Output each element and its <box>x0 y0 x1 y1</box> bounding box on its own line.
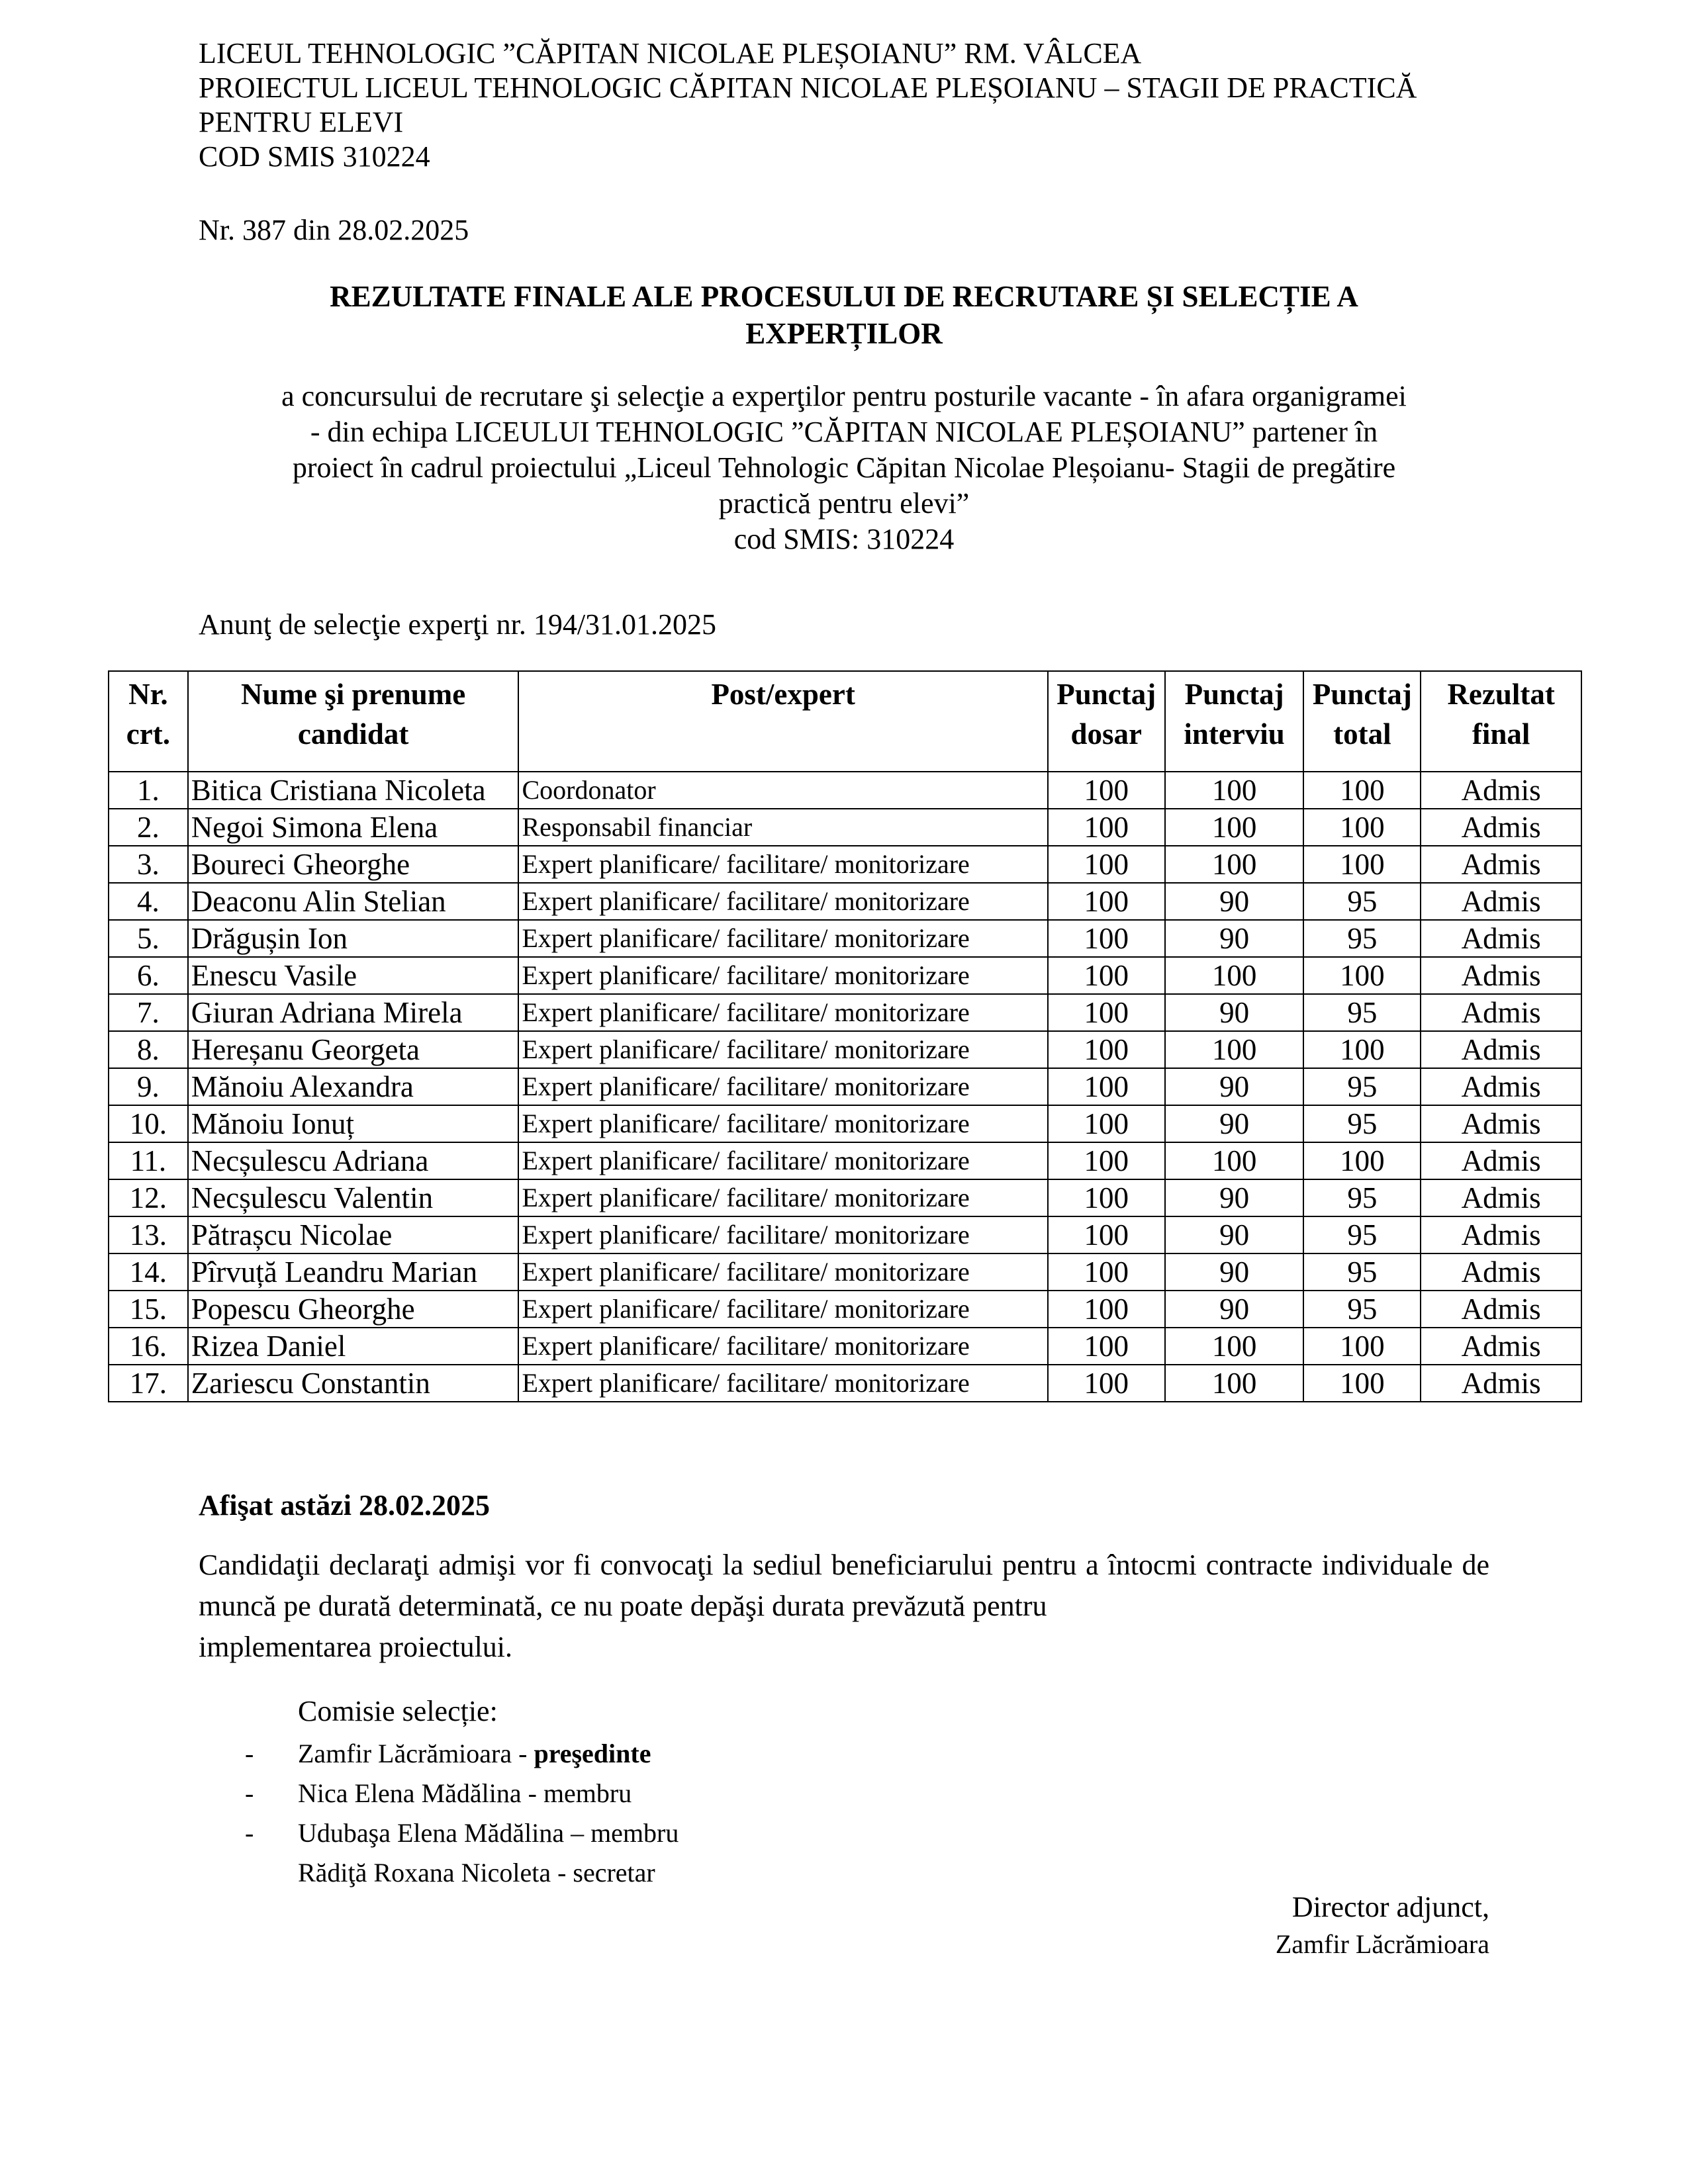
header-line-1: LICEUL TEHNOLOGIC ”CĂPITAN NICOLAE PLEȘOIANU” RM. VÂLCEA <box>199 37 1142 69</box>
commission-title: Comisie selecție: <box>298 1695 498 1727</box>
cell-punctaj-interviu: 90 <box>1165 1179 1304 1216</box>
cell-punctaj-total: 95 <box>1303 1216 1421 1253</box>
header-punctaj-interviu: Punctaj interviu <box>1165 671 1304 772</box>
cell-post: Expert planificare/ facilitare/ monitorizare <box>518 1179 1047 1216</box>
commission-member <box>245 1853 679 1893</box>
header-nume: Nume şi prenume candidat <box>188 671 519 772</box>
cell-nume: Bitica Cristiana Nicoleta <box>188 772 519 809</box>
cell-punctaj-interviu: 100 <box>1165 772 1304 809</box>
member-1: Nica Elena Mădălina - membru <box>298 1778 632 1808</box>
table-header-row <box>109 671 1581 772</box>
cell-punctaj-interviu: 90 <box>1165 1253 1304 1291</box>
intro-line-1: a concursului de recrutare şi selecţie a experţilor pentru posturile vacante - în afara organigramei <box>281 380 1407 412</box>
table-row <box>109 957 1581 994</box>
cell-punctaj-interviu: 100 <box>1165 846 1304 883</box>
cell-punctaj-total: 95 <box>1303 1291 1421 1328</box>
cell-nr: 12. <box>109 1179 188 1216</box>
header-line-3: PENTRU ELEVI <box>199 106 404 138</box>
table-row <box>109 809 1581 846</box>
commission-member: - Zamfir Lăcrămioara - preşedinte <box>245 1739 651 1768</box>
cell-nr: 6. <box>109 957 188 994</box>
cell-punctaj-dosar: 100 <box>1048 1216 1165 1253</box>
secretary: Rădiţă Roxana Nicoleta - secretar <box>298 1858 655 1888</box>
cell-rezultat: Admis <box>1421 1291 1581 1328</box>
cell-post: Expert planificare/ facilitare/ monitorizare <box>518 1031 1047 1068</box>
header-rezultat-final: Rezultat final <box>1421 671 1581 772</box>
title-line-2: EXPERȚILOR <box>745 317 943 350</box>
cell-nume: Hereșanu Georgeta <box>188 1031 519 1068</box>
table-row <box>109 1179 1581 1216</box>
cell-post: Expert planificare/ facilitare/ monitorizare <box>518 1142 1047 1179</box>
cell-nume: Boureci Gheorghe <box>188 846 519 883</box>
header-punctaj-dosar: Punctaj dosar <box>1048 671 1165 772</box>
document-header <box>199 36 1417 174</box>
cell-punctaj-dosar: 100 <box>1048 846 1165 883</box>
cell-rezultat: Admis <box>1421 957 1581 994</box>
cell-nume: Pîrvuță Leandru Marian <box>188 1253 519 1291</box>
cell-punctaj-dosar: 100 <box>1048 883 1165 920</box>
cell-punctaj-interviu: 90 <box>1165 1068 1304 1105</box>
cell-post: Coordonator <box>518 772 1047 809</box>
cell-punctaj-interviu: 90 <box>1165 1216 1304 1253</box>
note-line-1: Candidaţii declaraţi admişi vor fi convocaţi la sediul beneficiarului pentru a întocmi contracte <box>199 1549 1313 1581</box>
table-row <box>109 772 1581 809</box>
cell-punctaj-interviu: 100 <box>1165 809 1304 846</box>
cell-post: Expert planificare/ facilitare/ monitorizare <box>518 1105 1047 1142</box>
cell-punctaj-total: 100 <box>1303 809 1421 846</box>
cell-punctaj-total: 95 <box>1303 883 1421 920</box>
document-number: Nr. 387 din 28.02.2025 <box>199 214 469 246</box>
cell-nr: 11. <box>109 1142 188 1179</box>
cell-nr: 15. <box>109 1291 188 1328</box>
cell-punctaj-total: 95 <box>1303 994 1421 1031</box>
cell-punctaj-interviu: 90 <box>1165 994 1304 1031</box>
results-table <box>108 670 1582 1402</box>
document-title <box>199 278 1489 352</box>
cell-nr: 10. <box>109 1105 188 1142</box>
table-row <box>109 1291 1581 1328</box>
cell-nr: 13. <box>109 1216 188 1253</box>
cell-rezultat: Admis <box>1421 920 1581 957</box>
cell-nume: Popescu Gheorghe <box>188 1291 519 1328</box>
cell-nr: 1. <box>109 772 188 809</box>
cell-post: Expert planificare/ facilitare/ monitorizare <box>518 846 1047 883</box>
cell-punctaj-interviu: 90 <box>1165 920 1304 957</box>
cell-rezultat: Admis <box>1421 1253 1581 1291</box>
cell-rezultat: Admis <box>1421 1142 1581 1179</box>
intro-line-4: practică pentru elevi” <box>718 487 970 520</box>
cell-rezultat: Admis <box>1421 809 1581 846</box>
cell-punctaj-dosar: 100 <box>1048 809 1165 846</box>
cell-nume: Zariescu Constantin <box>188 1365 519 1402</box>
admission-note <box>199 1545 1489 1668</box>
cell-punctaj-total: 100 <box>1303 1031 1421 1068</box>
table-row <box>109 1142 1581 1179</box>
table-row <box>109 1365 1581 1402</box>
cell-rezultat: Admis <box>1421 1365 1581 1402</box>
cell-post: Expert planificare/ facilitare/ monitorizare <box>518 1291 1047 1328</box>
cell-punctaj-total: 100 <box>1303 772 1421 809</box>
cell-punctaj-total: 100 <box>1303 1142 1421 1179</box>
cell-nr: 9. <box>109 1068 188 1105</box>
cell-punctaj-dosar: 100 <box>1048 920 1165 957</box>
cell-rezultat: Admis <box>1421 883 1581 920</box>
president-role: preşedinte <box>534 1739 651 1768</box>
cell-post: Responsabil financiar <box>518 809 1047 846</box>
title-line-1: REZULTATE FINALE ALE PROCESULUI DE RECRUTARE ȘI SELECȚIE A <box>330 280 1358 313</box>
cell-rezultat: Admis <box>1421 1031 1581 1068</box>
cell-punctaj-dosar: 100 <box>1048 1253 1165 1291</box>
cell-rezultat: Admis <box>1421 1216 1581 1253</box>
cell-rezultat: Admis <box>1421 1179 1581 1216</box>
signature-name: Zamfir Lăcrămioara <box>1275 1929 1489 1959</box>
cell-post: Expert planificare/ facilitare/ monitorizare <box>518 1365 1047 1402</box>
cell-punctaj-interviu: 90 <box>1165 1291 1304 1328</box>
member-2: Udubaşa Elena Mădălina – membru <box>298 1818 679 1848</box>
table-row <box>109 1068 1581 1105</box>
header-nr: Nr. crt. <box>109 671 188 772</box>
header-line-4: COD SMIS 310224 <box>199 140 430 173</box>
cell-punctaj-total: 95 <box>1303 1253 1421 1291</box>
cell-punctaj-interviu: 100 <box>1165 1142 1304 1179</box>
cell-punctaj-total: 95 <box>1303 1105 1421 1142</box>
cell-punctaj-interviu: 100 <box>1165 1365 1304 1402</box>
commission-list <box>245 1734 679 1893</box>
cell-rezultat: Admis <box>1421 772 1581 809</box>
table-row <box>109 1328 1581 1365</box>
cell-rezultat: Admis <box>1421 1328 1581 1365</box>
table-row <box>109 1105 1581 1142</box>
cell-nr: 16. <box>109 1328 188 1365</box>
cell-punctaj-dosar: 100 <box>1048 957 1165 994</box>
cell-punctaj-dosar: 100 <box>1048 1365 1165 1402</box>
cell-nume: Drăgușin Ion <box>188 920 519 957</box>
cell-nr: 2. <box>109 809 188 846</box>
cell-post: Expert planificare/ facilitare/ monitorizare <box>518 920 1047 957</box>
cell-punctaj-dosar: 100 <box>1048 994 1165 1031</box>
cell-punctaj-interviu: 90 <box>1165 1105 1304 1142</box>
cell-nr: 14. <box>109 1253 188 1291</box>
cell-post: Expert planificare/ facilitare/ monitorizare <box>518 1253 1047 1291</box>
cell-punctaj-total: 100 <box>1303 1365 1421 1402</box>
cell-post: Expert planificare/ facilitare/ monitorizare <box>518 957 1047 994</box>
table-row <box>109 846 1581 883</box>
cell-rezultat: Admis <box>1421 994 1581 1031</box>
intro-line-5: cod SMIS: 310224 <box>733 523 955 555</box>
table-row <box>109 994 1581 1031</box>
signature-title: Director adjunct, <box>1291 1891 1489 1923</box>
cell-nr: 4. <box>109 883 188 920</box>
cell-punctaj-dosar: 100 <box>1048 1105 1165 1142</box>
cell-nume: Rizea Daniel <box>188 1328 519 1365</box>
cell-punctaj-interviu: 100 <box>1165 1031 1304 1068</box>
note-line-2: individuale de muncă pe durată determinată, ce nu poate depăşi durata prevăzută pentru <box>199 1549 1489 1622</box>
header-punctaj-total: Punctaj total <box>1303 671 1421 772</box>
signature-block <box>1276 1889 1489 1963</box>
cell-rezultat: Admis <box>1421 1068 1581 1105</box>
note-line-3: implementarea proiectului. <box>199 1631 513 1663</box>
table-row <box>109 1031 1581 1068</box>
table-row <box>109 883 1581 920</box>
cell-punctaj-dosar: 100 <box>1048 1328 1165 1365</box>
cell-punctaj-total: 95 <box>1303 1068 1421 1105</box>
intro-text <box>165 379 1523 557</box>
cell-post: Expert planificare/ facilitare/ monitorizare <box>518 1068 1047 1105</box>
cell-rezultat: Admis <box>1421 1105 1581 1142</box>
cell-punctaj-interviu: 100 <box>1165 957 1304 994</box>
table-row <box>109 1216 1581 1253</box>
cell-punctaj-dosar: 100 <box>1048 1291 1165 1328</box>
cell-nume: Necșulescu Adriana <box>188 1142 519 1179</box>
cell-punctaj-dosar: 100 <box>1048 1068 1165 1105</box>
cell-punctaj-total: 95 <box>1303 1179 1421 1216</box>
cell-nume: Enescu Vasile <box>188 957 519 994</box>
cell-punctaj-interviu: 100 <box>1165 1328 1304 1365</box>
cell-nume: Mănoiu Alexandra <box>188 1068 519 1105</box>
cell-punctaj-interviu: 90 <box>1165 883 1304 920</box>
cell-nr: 5. <box>109 920 188 957</box>
cell-nume: Necșulescu Valentin <box>188 1179 519 1216</box>
cell-punctaj-total: 100 <box>1303 1328 1421 1365</box>
commission-member: - Udubaşa Elena Mădălina – membru <box>245 1813 679 1853</box>
cell-nume: Deaconu Alin Stelian <box>188 883 519 920</box>
president-name: Zamfir Lăcrămioara - <box>298 1739 534 1768</box>
cell-punctaj-total: 100 <box>1303 846 1421 883</box>
table-row <box>109 1253 1581 1291</box>
cell-nume: Giuran Adriana Mirela <box>188 994 519 1031</box>
cell-post: Expert planificare/ facilitare/ monitorizare <box>518 883 1047 920</box>
cell-nr: 7. <box>109 994 188 1031</box>
cell-post: Expert planificare/ facilitare/ monitorizare <box>518 1216 1047 1253</box>
cell-punctaj-dosar: 100 <box>1048 1031 1165 1068</box>
cell-rezultat: Admis <box>1421 846 1581 883</box>
cell-punctaj-dosar: 100 <box>1048 1142 1165 1179</box>
header-line-2: PROIECTUL LICEUL TEHNOLOGIC CĂPITAN NICOLAE PLEȘOIANU – STAGII DE PRACTICĂ <box>199 71 1417 104</box>
cell-nr: 17. <box>109 1365 188 1402</box>
cell-punctaj-total: 100 <box>1303 957 1421 994</box>
intro-line-2: - din echipa LICEULUI TEHNOLOGIC ”CĂPITAN NICOLAE PLEȘOIANU” partener în <box>310 416 1378 448</box>
table-row <box>109 920 1581 957</box>
cell-nume: Mănoiu Ionuț <box>188 1105 519 1142</box>
commission-member: - Nica Elena Mădălina - membru <box>245 1774 679 1813</box>
posted-date: Afişat astăzi 28.02.2025 <box>199 1489 490 1522</box>
cell-nume: Negoi Simona Elena <box>188 809 519 846</box>
cell-nr: 8. <box>109 1031 188 1068</box>
cell-punctaj-dosar: 100 <box>1048 1179 1165 1216</box>
cell-post: Expert planificare/ facilitare/ monitorizare <box>518 1328 1047 1365</box>
header-post: Post/expert <box>518 671 1047 772</box>
cell-nr: 3. <box>109 846 188 883</box>
cell-punctaj-total: 95 <box>1303 920 1421 957</box>
cell-post: Expert planificare/ facilitare/ monitorizare <box>518 994 1047 1031</box>
cell-nume: Pătrașcu Nicolae <box>188 1216 519 1253</box>
announcement-reference: Anunţ de selecţie experţi nr. 194/31.01.2025 <box>199 608 717 641</box>
intro-line-3: proiect în cadrul proiectului „Liceul Tehnologic Căpitan Nicolae Pleșoianu- Stagii de pregătire <box>292 451 1396 484</box>
cell-punctaj-dosar: 100 <box>1048 772 1165 809</box>
